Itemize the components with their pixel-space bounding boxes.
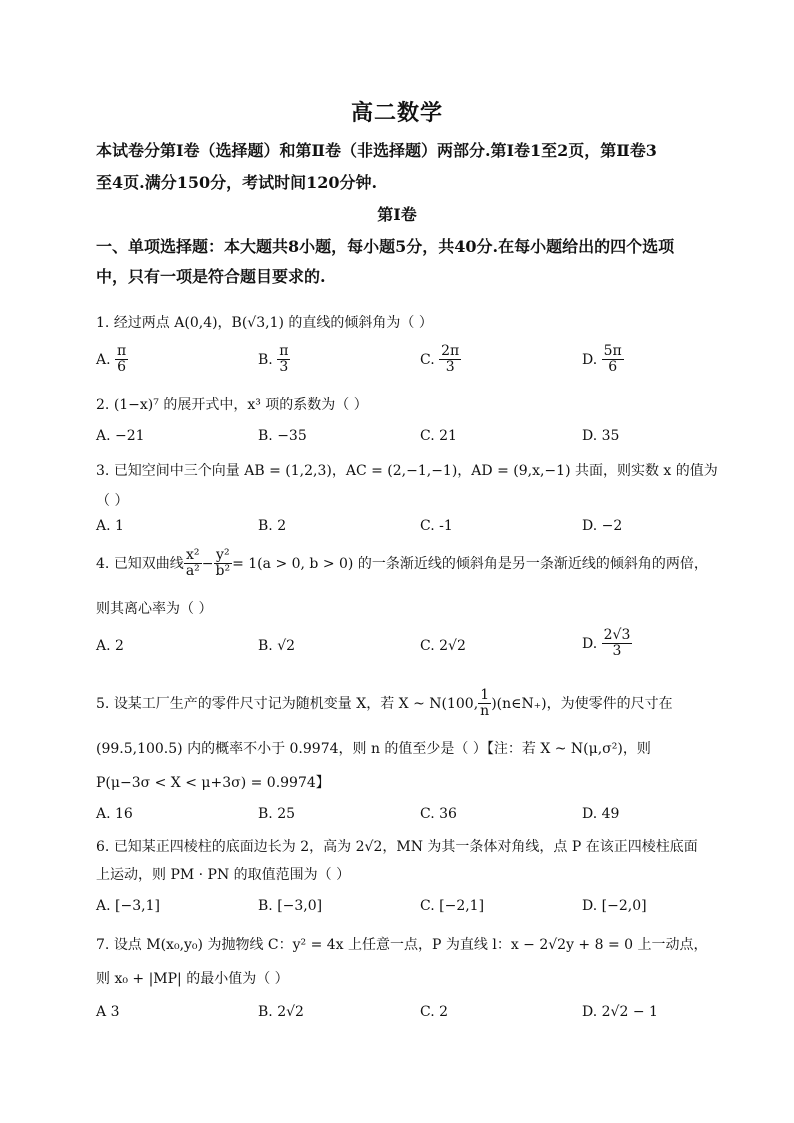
question-5-cont: (99.5,100.5) 内的概率不小于 0.9974，则 n 的值至少是（ ）【注：若 X ~ N(μ,σ²)，则 <box>96 741 651 757</box>
q1-option-a: A. $\frac{\pi}{6}$ <box>96 343 127 376</box>
q4-option-a: A. 2 <box>96 638 124 654</box>
q5-option-b: B. 25 <box>258 806 296 822</box>
q5-option-c: C. 36 <box>420 806 457 822</box>
q7-option-a: A 3 <box>96 1004 120 1020</box>
page-title: 高二数学 <box>350 100 443 126</box>
q4-option-c: C. 2√2 <box>420 638 466 654</box>
question-4-cont: 则其离心率为（ ） <box>96 601 213 617</box>
part1-line-2: 中，只有一项是符合题目要求的. <box>96 267 326 286</box>
q2-option-a: A. −21 <box>96 428 145 444</box>
part1-line-1: 一、单项选择题：本大题共8小题，每小题5分，共40分.在每小题给出的四个选项 <box>96 237 675 256</box>
question-number: 1. <box>96 315 110 331</box>
q6-option-d: D. [−2,0] <box>582 898 647 914</box>
intro-line-1: 本试卷分第Ⅰ卷（选择题）和第Ⅱ卷（非选择题）两部分.第Ⅰ卷1至2页，第Ⅱ卷3 <box>96 141 657 160</box>
question-stem: 经过两点 A(0,4)，B(√3,1) 的直线的倾斜角为（ ） <box>113 315 433 331</box>
question-5-cont-2: P(μ−3σ < X < μ+3σ) = 0.9974】 <box>96 775 330 791</box>
q1-option-b: B. $\frac{\pi}{3}$ <box>258 343 289 376</box>
q3-option-d: D. −2 <box>582 518 623 534</box>
q6-option-c: C. [−2,1] <box>420 898 485 914</box>
q6-option-b: B. [−3,0] <box>258 898 323 914</box>
q7-option-c: C. 2 <box>420 1004 449 1020</box>
q2-option-b: B. −35 <box>258 428 307 444</box>
intro-line-2: 至4页.满分150分，考试时间120分钟. <box>96 173 378 192</box>
q6-option-a: A. [−3,1] <box>96 898 160 914</box>
question-3-cont: （ ） <box>96 493 129 509</box>
q5-option-a: A. 16 <box>96 806 133 822</box>
question-7: 7. 设点 M(x₀,y₀) 为抛物线 C：y² = 4x 上任意一点，P 为直线 l：x − 2√2y + 8 = 0 上一动点， <box>96 937 708 953</box>
question-6: 6. 已知某正四棱柱的底面边长为 2，高为 2√2，MN 为其一条体对角线，点 P 在该正四棱柱底面 <box>96 839 698 855</box>
question-6-cont: 上运动，则 PM · PN 的取值范围为（ ） <box>96 867 351 883</box>
q3-option-c: C. -1 <box>420 518 453 534</box>
question-4: 4. 已知双曲线 $\frac{\text{x²}}{\text{a²}}$ − $\frac{\text{y²}}{\text{b²}}$ = 1(a > 0, b > 0) 的一条渐近线的倾斜角是另一条渐近线的倾斜角的两倍， <box>96 547 708 580</box>
q7-option-b: B. 2√2 <box>258 1004 304 1020</box>
q3-option-a: A. 1 <box>96 518 124 534</box>
question-5: 5. 设某工厂生产的零件尺寸记为随机变量 X，若 X ~ N(100, $\frac{1}{n}$ )(n∈N₊)，为使零件的尺寸在 <box>96 687 673 720</box>
q2-option-d: D. 35 <box>582 428 620 444</box>
q1-option-d: D. $\frac{5\pi}{6}$ <box>582 343 622 376</box>
q3-option-b: B. 2 <box>258 518 287 534</box>
q5-option-d: D. 49 <box>582 806 620 822</box>
question-7-cont: 则 x₀ + |MP| 的最小值为（ ） <box>96 971 289 987</box>
question-2: 2. (1−x)⁷ 的展开式中，x³ 项的系数为（ ） <box>96 397 368 413</box>
q2-option-c: C. 21 <box>420 428 457 444</box>
q4-option-d: D. $\frac{2√3}{3}$ <box>582 627 631 660</box>
section-title: 第Ⅰ卷 <box>377 205 417 224</box>
question-3: 3. 已知空间中三个向量 AB = (1,2,3)，AC = (2,−1,−1)，AD = (9,x,−1) 共面，则实数 x 的值为 <box>96 463 718 479</box>
q1-option-c: C. $\frac{2\pi}{3}$ <box>420 343 460 376</box>
question-1 <box>96 312 433 332</box>
q7-option-d: D. 2√2 − 1 <box>582 1004 658 1020</box>
q4-option-b: B. √2 <box>258 638 296 654</box>
